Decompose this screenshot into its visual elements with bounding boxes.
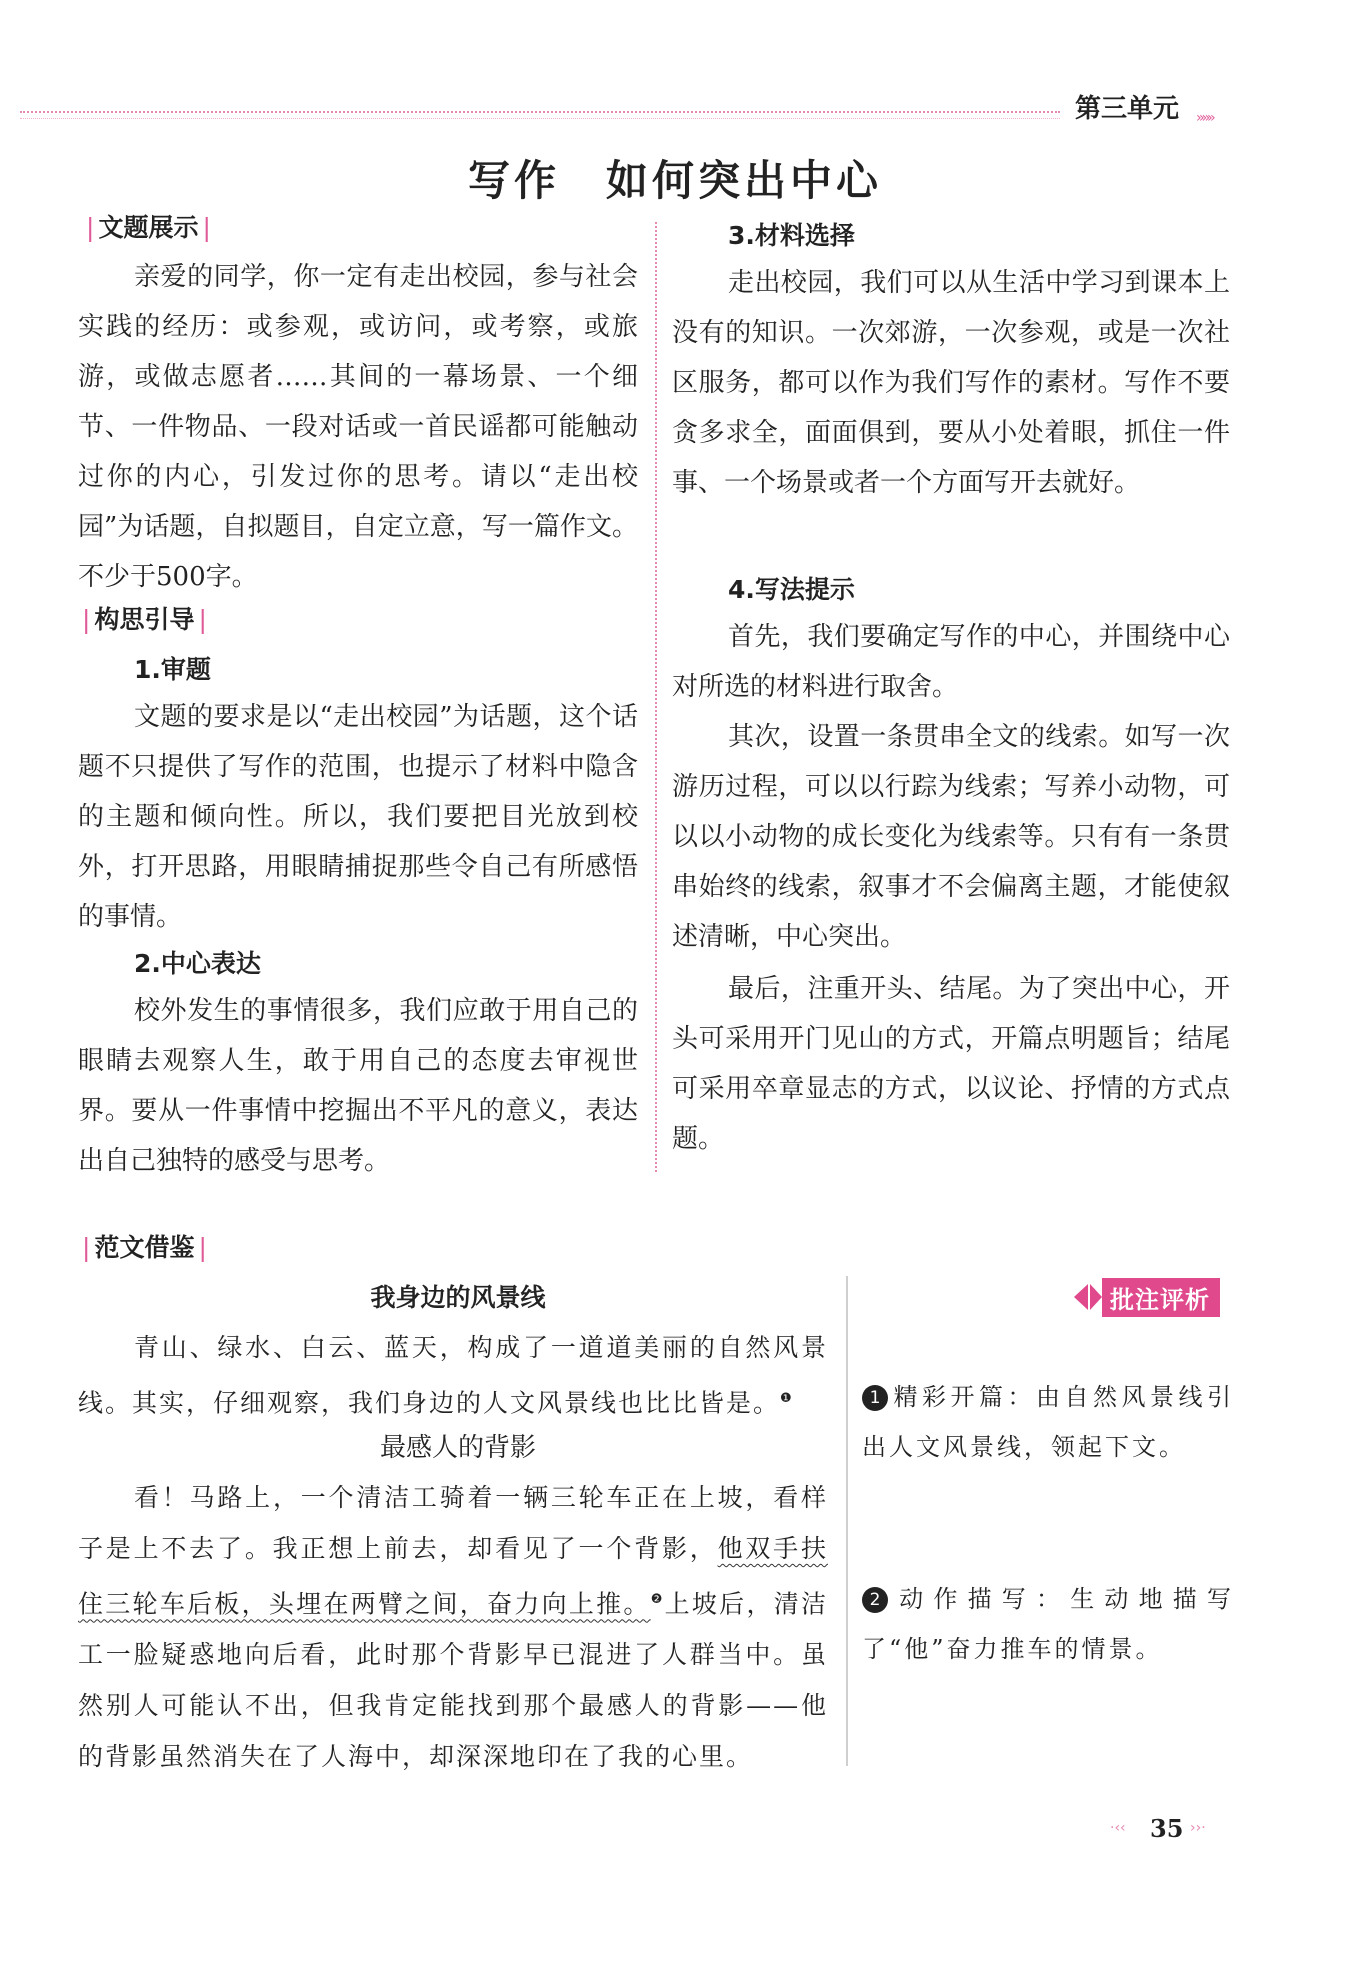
comment-number-1: 1 xyxy=(862,1385,888,1411)
label-bar-icon: | xyxy=(86,213,95,242)
section-label-prompt xyxy=(82,208,215,244)
section-label-text: 文题展示 xyxy=(98,213,199,242)
comment-number-2: 2 xyxy=(862,1587,888,1613)
annotation-marker-2: ❷ xyxy=(650,1592,665,1607)
essay-subtitle: 最感人的背影 xyxy=(379,1433,536,1463)
guide-item2-text: 校外发生的事情很多，我们应敢于用自己的眼睛去观察人生，敢于用自己的态度去审视世界。要从一件事情中挖掘出不平凡的意义，表达出自己独特的感受与思考。 xyxy=(78,996,638,1176)
guide-item4-para3: 最后，注重开头、结尾。为了突出中心，开头可采用开门见山的方式，开篇点明题旨；结尾可采用卒章显志的方式，以议论、抒情的方式点题。 xyxy=(672,974,1230,1154)
page-title: 写作 如何突出中心 xyxy=(467,156,882,205)
comment-column-divider xyxy=(846,1276,848,1766)
essay-para2 xyxy=(78,1472,828,1782)
badge-arrow-left-icon xyxy=(1074,1284,1088,1310)
comment-2 xyxy=(862,1574,1234,1674)
guide-item4-para2: 其次，设置一条贯串全文的线索。如写一次游历过程，可以以行踪为线索；写养小动物，可以以小动物的成长变化为线索等。只有有一条贯串始终的线索，叙事才不会偏离主题，才能使叙述清晰，中心突出。 xyxy=(672,722,1230,952)
label-bar-icon: | xyxy=(202,213,211,242)
comment-1 xyxy=(862,1372,1234,1472)
header-divider xyxy=(20,111,1060,113)
chevron-arrows-icon: »»» xyxy=(1196,110,1213,126)
essay-para2-text-a: 看！马路上，一个清洁工骑着一辆三轮车正在上坡，看样子是上不去了。我正想上前去，却看见了一个背影， xyxy=(78,1483,828,1563)
essay-para1 xyxy=(78,1322,828,1428)
comment-2-text: 动作描写：生动地描写了“他”奋力推车的情景。 xyxy=(862,1585,1234,1663)
section-label-text: 构思引导 xyxy=(94,605,195,634)
essay-title: 我身边的风景线 xyxy=(370,1283,546,1312)
prompt-text: 亲爱的同学，你一定有走出校园，参与社会实践的经历：或参观，或访问，或考察，或旅游，或做志愿者……其间的一幕场景、一个细节、一件物品、一段对话或一首民谣都可能触动过你的内心，引发过你的思考。请以“走出校园”为话题，自拟题目，自定立意，写一篇作文。不少于500字。 xyxy=(78,262,638,592)
essay-wavy-underlined-text: 他双手扶住三轮车后板，头埋在两臂之间，奋力向上推。 xyxy=(78,1534,828,1619)
label-bar-icon: | xyxy=(198,605,207,634)
guide-item3-heading: 3.材料选择 xyxy=(728,221,855,250)
column-divider xyxy=(655,222,657,1172)
page-decoration-right-icon: ››· xyxy=(1190,1820,1206,1836)
section-label-text: 范文借鉴 xyxy=(94,1233,195,1262)
page-decoration-left-icon: ·‹‹ xyxy=(1110,1820,1126,1836)
page-number: 35 xyxy=(1150,1814,1184,1843)
guide-item4-heading: 4.写法提示 xyxy=(728,575,855,604)
guide-item1-text: 文题的要求是以“走出校园”为话题，这个话题不只提供了写作的范围，也提示了材料中隐含的主题和倾向性。所以，我们要把目光放到校外，打开思路，用眼睛捕捉那些令自己有所感悟的事情。 xyxy=(78,702,638,932)
label-bar-icon: | xyxy=(82,1233,91,1262)
essay-para2-text-b: 上坡后，清洁工一脸疑惑地向后看，此时那个背影早已混进了人群当中。虽然别人可能认不出，但我肯定能找到那个最感人的背影——他的背影虽然消失在了人海中，却深深地印在了我的心里。 xyxy=(78,1589,828,1772)
comment-badge-label: 批注评析 xyxy=(1102,1278,1220,1317)
section-label-sample xyxy=(78,1228,211,1264)
label-bar-icon: | xyxy=(82,605,91,634)
comment-badge xyxy=(1074,1280,1220,1314)
guide-item3-text: 走出校园，我们可以从生活中学习到课本上没有的知识。一次郊游，一次参观，或是一次社区服务，都可以作为我们写作的素材。写作不要贪多求全，面面俱到，要从小处着眼，抓住一件事、一个场景或者一个方面写开去就好。 xyxy=(672,268,1230,498)
badge-arrow-right-icon xyxy=(1090,1284,1102,1310)
guide-item2-heading: 2.中心表达 xyxy=(134,949,261,978)
label-bar-icon: | xyxy=(198,1233,207,1262)
essay-para1-text: 青山、绿水、白云、蓝天，构成了一道道美丽的自然风景线。其实，仔细观察，我们身边的人文风景线也比比皆是。 xyxy=(78,1333,828,1418)
comment-1-text: 精彩开篇：由自然风景线引出人文风景线，领起下文。 xyxy=(862,1383,1234,1461)
section-label-guide xyxy=(78,600,211,636)
unit-title: 第三单元 xyxy=(1075,94,1180,124)
annotation-marker-1: ❶ xyxy=(780,1391,794,1406)
header-divider-secondary xyxy=(20,118,1060,119)
guide-item4-para1: 首先，我们要确定写作的中心，并围绕中心对所选的材料进行取舍。 xyxy=(672,622,1230,702)
guide-item1-heading: 1.审题 xyxy=(134,655,211,684)
